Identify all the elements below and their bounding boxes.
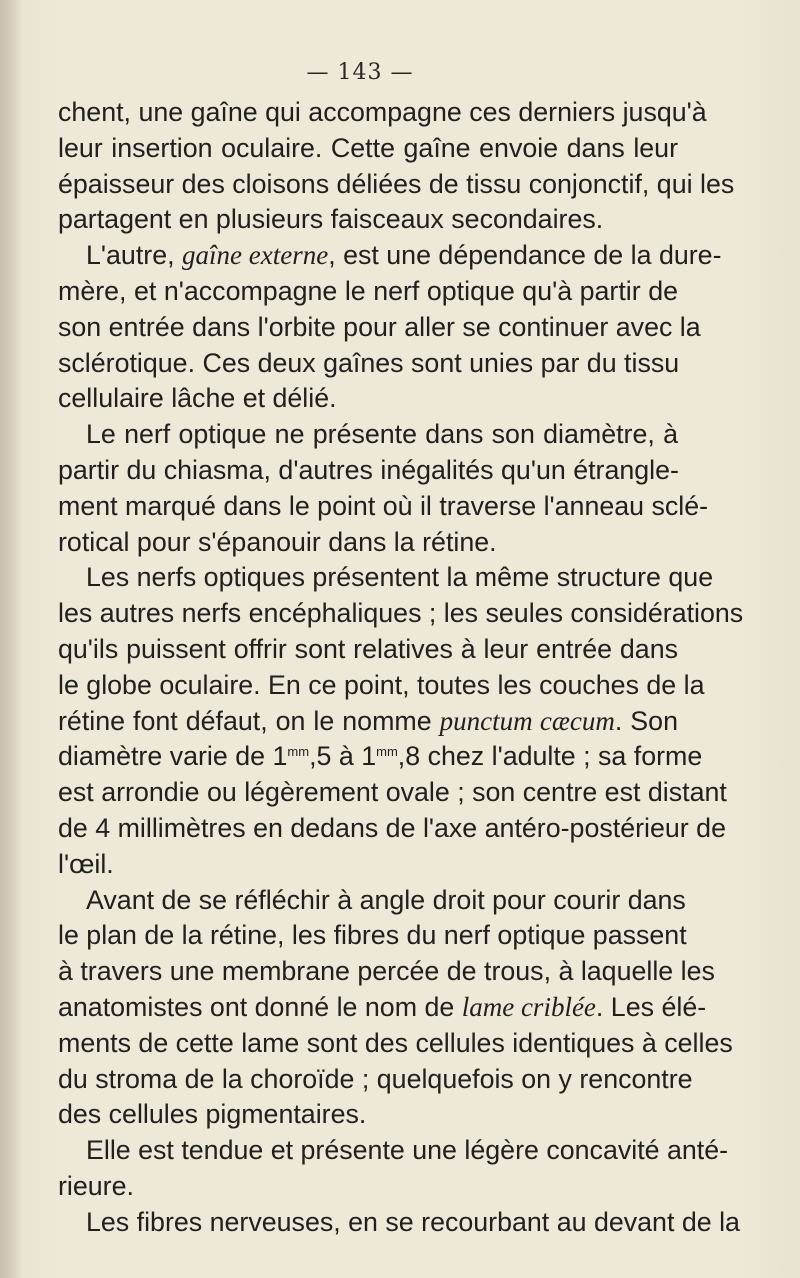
page-number: — 143 — [306,60,414,85]
italic-term-gaine-externe: gaîne externe [182,240,329,271]
text-line [58,238,722,274]
page-gutter-shadow [0,0,22,1278]
italic-term-punctum-caecum: punctum cæcum [439,705,615,736]
text-line: le plan de la rétine, les fibres du nerf optique passent [58,920,687,951]
text-line: son entrée dans l'orbite pour aller se continuer avec la [58,311,701,342]
text-line: partir du chiasma, d'autres inégalités qu'un étrangle- [58,454,679,485]
text-line: les autres nerfs encéphaliques ; les seules considérations [58,598,744,629]
text-line: sclérotique. Ces deux gaînes sont unies par du tissu [58,347,680,378]
text-line: cellulaire lâche et délié. [58,383,337,414]
text-run: ,5 à 1 [309,741,377,772]
text-line: le globe oculaire. En ce point, toutes les couches de la [58,669,705,700]
text-run: anatomistes ont donné le nom de [58,991,462,1022]
text-line: à travers une membrane percée de trous, à laquelle les [58,956,715,987]
text-line: mère, et n'accompagne le nerf optique qu'à partir de [58,275,678,306]
text-run: . Les élé- [595,991,707,1022]
text-line: qu'ils puissent offrir sont relatives à leur entrée dans [58,633,678,664]
text-line: rotical pour s'épanouir dans la rétine. [58,526,497,557]
text-line: de 4 millimètres en dedans de l'axe antéro-postérieur de [58,812,726,843]
text-run: diamètre varie de 1 [58,741,288,772]
text-line: des cellules pigmentaires. [58,1099,367,1130]
text-line: Avant de se réfléchir à angle droit pour courir dans [86,884,686,915]
text-line: l'œil. [58,848,114,879]
text-line: est arrondie ou légèrement ovale ; son centre est distant [58,777,727,808]
unit-superscript: mm [287,744,310,760]
text-run: . Son [614,705,678,736]
text-line [58,704,678,740]
text-run: , est une dépendance de la dure- [328,240,722,271]
text-run: L'autre, [86,240,182,271]
text-line: partagent en plusieurs faisceaux secondaires. [58,204,604,235]
text-line: Les fibres nerveuses, en se recourbant au devant de la [86,1206,740,1237]
text-line: Le nerf optique ne présente dans son diamètre, à [86,419,678,450]
text-line: Les nerfs optiques présentent la même structure que [86,562,714,593]
text-line [58,990,707,1026]
text-run: ,8 chez l'adulte ; sa forme [397,741,703,772]
text-line: leur insertion oculaire. Cette gaîne envoie dans leur [58,132,678,163]
unit-superscript: mm [376,744,398,760]
text-line: chent, une gaîne qui accompagne ces derniers jusqu'à [58,97,707,127]
text-line: Elle est tendue et présente une légère concavité anté- [86,1135,729,1166]
text-run: rétine font défaut, on le nomme [58,705,440,736]
body-text [58,95,744,1241]
text-line: épaisseur des cloisons déliées de tissu conjonctif, qui les [58,168,735,199]
text-line: rieure. [58,1170,134,1201]
italic-term-lame-criblee: lame criblée [461,991,596,1022]
text-line: du stroma de la choroïde ; quelquefois on y rencontre [58,1063,693,1094]
text-line: ments de cette lame sont des cellules identiques à celles [58,1027,733,1058]
text-line: ment marqué dans le point où il traverse l'anneau sclé- [58,490,709,521]
text-line [58,739,703,775]
